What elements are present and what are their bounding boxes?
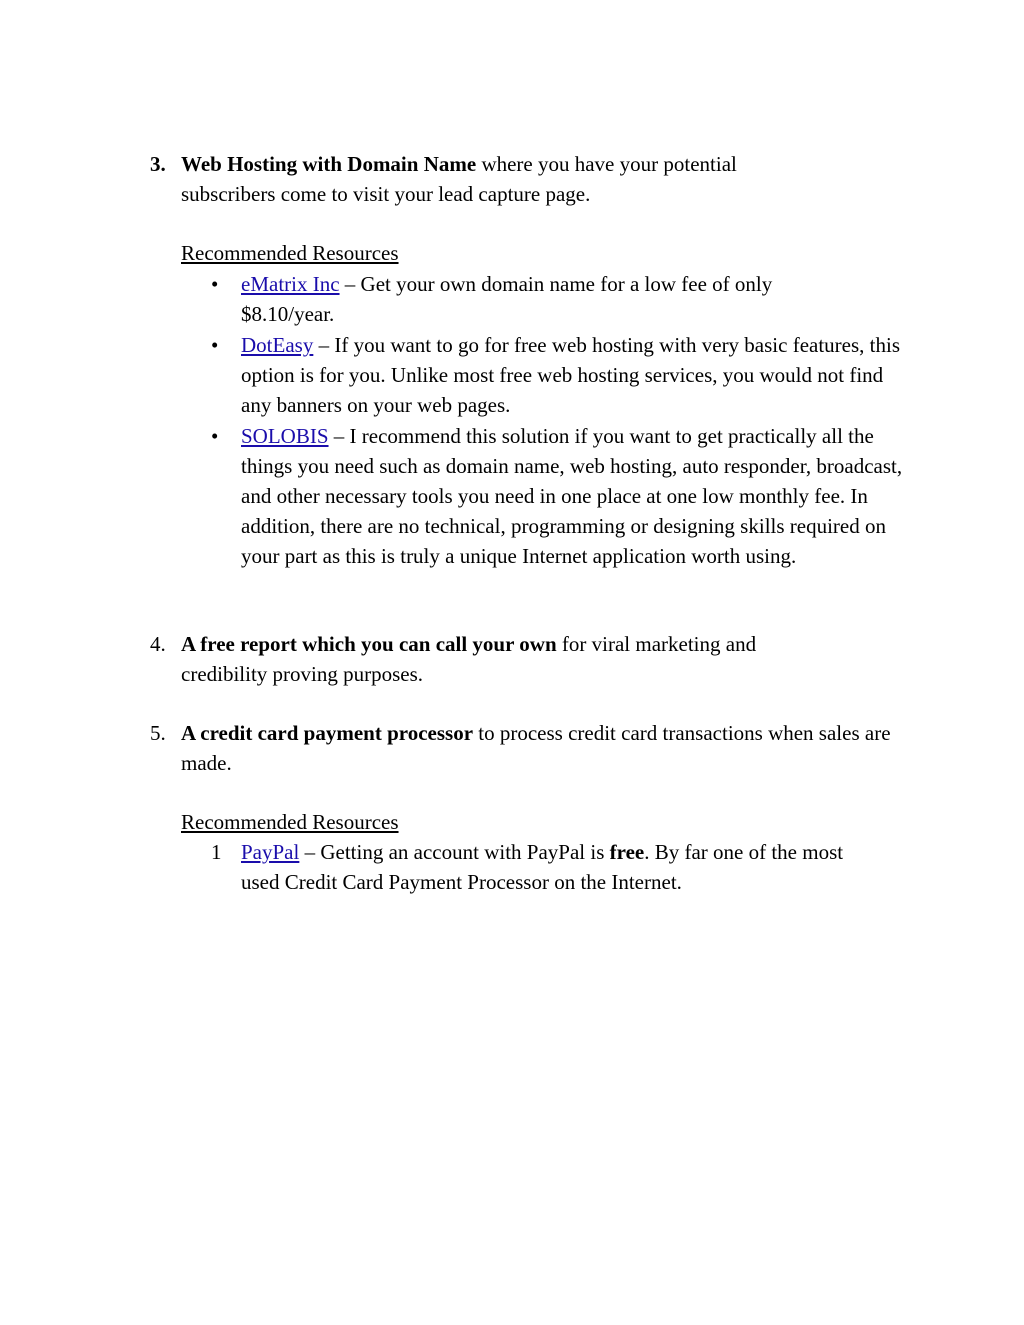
resource-item-ematrix: [181, 269, 911, 329]
resource-description: – I recommend this solution if you want to get practically all the things you need such as domain name, web hosting, auto responder, broadcast, and other necessary tools you need in one place at one low monthly fee. In addition, there are no technical, programming or designing skills required on your part as this is truly a unique Internet application worth using.: [241, 424, 903, 568]
list-number: 4.: [150, 632, 166, 656]
bullet-marker: •: [211, 272, 219, 296]
resource-text: [241, 330, 906, 420]
ematrix-link[interactable]: eMatrix Inc: [241, 272, 340, 296]
resource-text: [241, 837, 881, 897]
list-item-text: [181, 629, 831, 689]
list-item-text: [181, 718, 896, 778]
item-bold-text: A free report which you can call your own: [181, 632, 557, 656]
list-item-5: [150, 718, 910, 778]
resource-bold-text: free: [609, 840, 645, 864]
item-text: to process credit card transactions when sales are made.: [181, 721, 891, 775]
item-bold-text: A credit card payment processor: [181, 721, 474, 745]
solobis-link[interactable]: SOLOBIS: [241, 424, 329, 448]
resource-description: – Get your own domain name for a low fee of only $8.10/year.: [241, 272, 773, 326]
list-item-text: [181, 149, 811, 209]
resource-text: [241, 269, 841, 329]
bullet-marker: •: [211, 333, 219, 357]
resource-text: [241, 421, 909, 571]
bullet-marker: •: [211, 424, 219, 448]
resource-description: – Getting an account with PayPal is: [299, 840, 610, 864]
list-number: 1: [211, 840, 222, 864]
item-bold-text: Web Hosting with Domain Name: [181, 152, 477, 176]
list-item-4: [150, 629, 910, 689]
recommended-resources-heading: Recommended Resources: [181, 241, 399, 265]
resource-description: – If you want to go for free web hosting with very basic features, this option is for you. Unlike most free web hosting services, you would not find any banners on your web pages.: [241, 333, 901, 417]
resource-item-solobis: [181, 421, 911, 571]
list-number: 5.: [150, 721, 166, 745]
resource-item-doteasy: [181, 330, 911, 420]
resource-description-end: . By far one of the most used Credit Card Payment Processor on the Internet.: [241, 840, 844, 894]
resource-item-paypal: [181, 837, 911, 897]
list-number: 3.: [150, 152, 166, 176]
paypal-link[interactable]: PayPal: [241, 840, 300, 864]
doteasy-link[interactable]: DotEasy: [241, 333, 314, 357]
list-item-3: [150, 149, 910, 209]
item-text: where you have your potential subscribers come to visit your lead capture page.: [181, 152, 737, 206]
item-text: for viral marketing and credibility proving purposes.: [181, 632, 757, 686]
recommended-resources-heading: Recommended Resources: [181, 810, 399, 834]
